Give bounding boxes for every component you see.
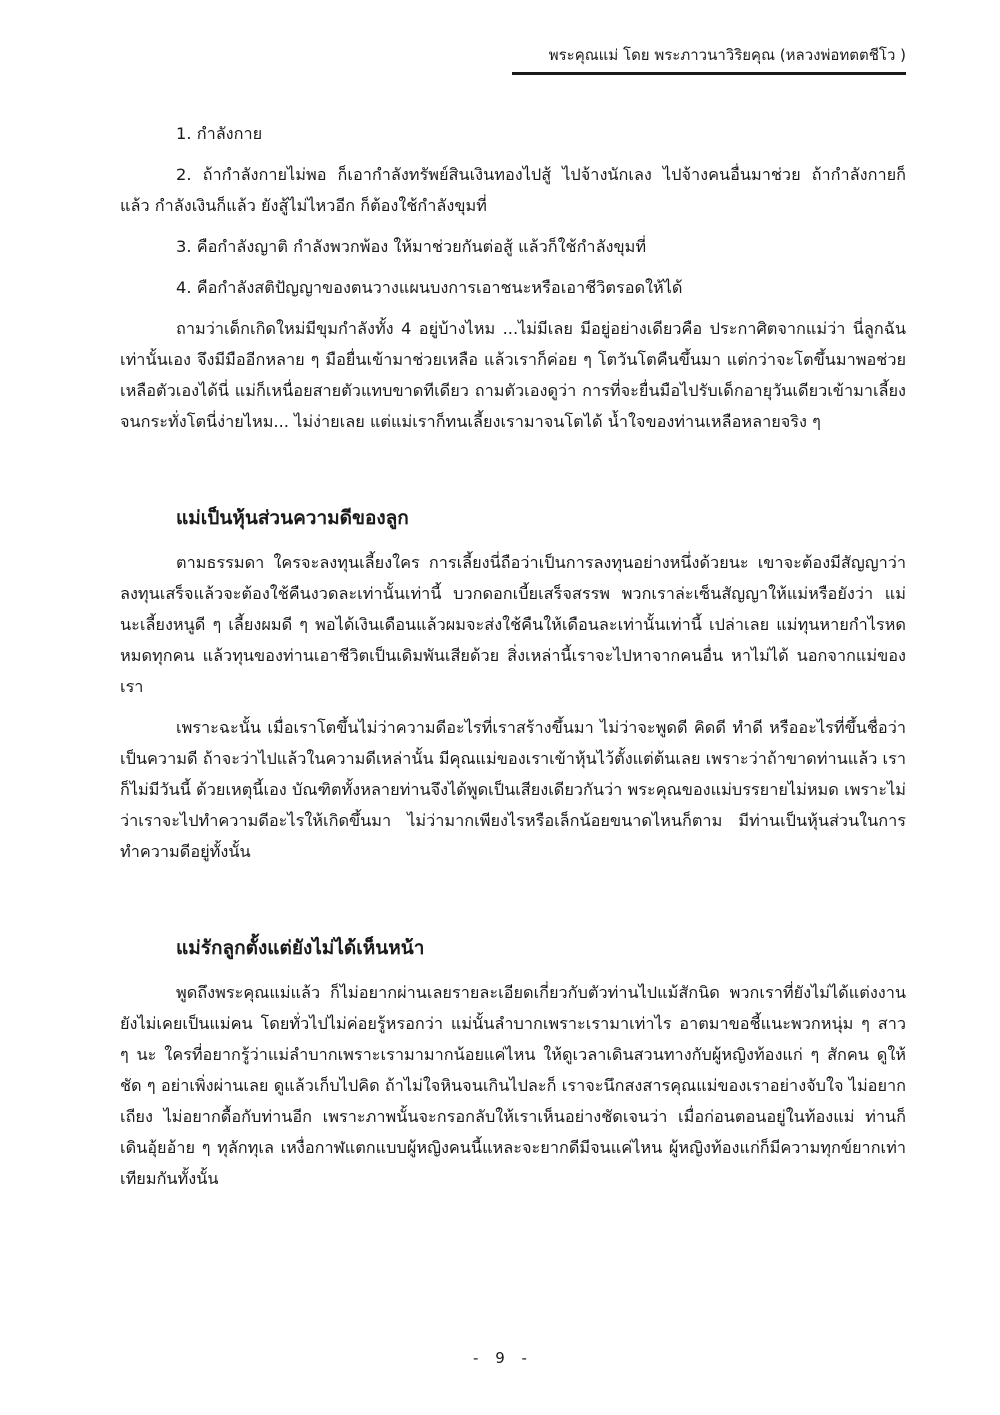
section-paragraph: ตามธรรมดา ใครจะลงทุนเลี้ยงใคร การเลี้ยงนี่ถือว่าเป็นการลงทุนอย่างหนึ่งด้วยนะ เขาจะต้องมีสัญญาว่า ลงทุนเสร็จแล้วจะต้องใช้คืนงวดละเท่านั้นเท่านี้ บวกดอกเบี้ยเสร็จสรรพ พวกเราล่ะเซ็นสัญญาให้แม่หรือยังว่า แม่นะเลี้ยงหนูดี ๆ เลี้ยงผมดี ๆ พอได้เงินเดือนแล้วผมจะส่งใช้คืนให้เดือนละเท่านั้นเท่านี้ เปล่าเลย แม่ทุนหายกำไรหดหมดทุกคน แล้วทุนของท่านเอาชีวิตเป็นเดิมพันเสียด้วย สิ่งเหล่านี้เราจะไปหาจากคนอื่น หาไม่ได้ นอกจากแม่ของเรา <box>120 553 906 696</box>
section-heading: แม่เป็นหุ้นส่วนความดีของลูก <box>176 507 409 529</box>
section-paragraph: พูดถึงพระคุณแม่แล้ว ก็ไม่อยากผ่านเลยรายละเอียดเกี่ยวกับตัวท่านไปแม้สักนิด พวกเราที่ยังไม่ได้แต่งงาน ยังไม่เคยเป็นแม่คน โดยทั่วไปไม่ค่อยรู้หรอกว่า แม่นั้นลำบากเพราะเรามาเท่าไร อาตมาขอชี้แนะพวกหนุ่ม ๆ สาว ๆ นะ ใครที่อยากรู้ว่าแม่ลำบากเพราะเรามามากน้อยแค่ไหน ให้ดูเวลาเดินสวนทางกับผู้หญิงท้องแก่ ๆ สักคน ดูให้ชัด ๆ อย่าเพิ่งผ่านเลย ดูแล้วเก็บไปคิด ถ้าไม่ใจหินจนเกินไปละก็ เราจะนึกสงสารคุณแม่ของเราอย่างจับใจ ไม่อยากเถียง ไม่อยากดื้อกับท่านอีก เพราะภาพนั้นจะกรอกลับให้เราเห็นอย่างชัดเจนว่า เมื่อก่อนตอนอยู่ในท้องแม่ ท่านก็เดินอุ้ยอ้าย ๆ ทุลักทุเล เหงื่อกาฬแตกแบบผู้หญิงคนนี้แหละจะยากดีมีจนแค่ไหน ผู้หญิงท้องแก่ก็มีความทุกข์ยากเท่าเทียมกันทั้งนั้น <box>120 983 906 1188</box>
page-body <box>120 118 906 1194</box>
section-heading: แม่รักลูกตั้งแต่ยังไม่ได้เห็นหน้า <box>176 937 425 959</box>
list-item: 3. คือกำลังญาติ กำลังพวกพ้อง ให้มาช่วยกันต่อสู้ แล้วก็ใช้กำลังขุมที่ <box>176 237 647 256</box>
list-item: 4. คือกำลังสติปัญญาของตนวางแผนบงการเอาชนะหรือเอาชีวิตรอดให้ได้ <box>176 278 683 297</box>
page-number: - 9 - <box>473 1349 527 1367</box>
running-header: พระคุณแม่ โดย พระภาวนาวิริยคุณ (หลวงพ่อทตตชีโว ) <box>512 44 906 75</box>
section-paragraph: เพราะฉะนั้น เมื่อเราโตขึ้นไม่ว่าความดีอะไรที่เราสร้างขึ้นมา ไม่ว่าจะพูดดี คิดดี ทำดี หรืออะไรที่ขึ้นชื่อว่าเป็นความดี ถ้าจะว่าไปแล้วในความดีเหล่านั้น มีคุณแม่ของเราเข้าหุ้นไว้ตั้งแต่ต้นเลย เพราะว่าถ้าขาดท่านแล้ว เราก็ไม่มีวันนี้ ด้วยเหตุนี้เอง บัณฑิตทั้งหลายท่านจึงได้พูดเป็นเสียงเดียวกันว่า พระคุณของแม่บรรยายไม่หมด เพราะไม่ว่าเราจะไปทำความดีอะไรให้เกิดขึ้นมา ไม่ว่ามากเพียงไรหรือเล็กน้อยขนาดไหนก็ตาม มีท่านเป็นหุ้นส่วนในการทำความดีอยู่ทั้งนั้น <box>120 718 906 861</box>
intro-paragraph: ถามว่าเด็กเกิดใหม่มีขุมกำลังทั้ง 4 อยู่บ้างไหม ...ไม่มีเลย มีอยู่อย่างเดียวคือ ประกาศิตจากแม่ว่า นี่ลูกฉัน เท่านั้นเอง จึงมีมืออีกหลาย ๆ มือยื่นเข้ามาช่วยเหลือ แล้วเราก็ค่อย ๆ โตวันโตคืนขึ้นมา แต่กว่าจะโตขึ้นมาพอช่วยเหลือตัวเองได้นี่ แม่ก็เหนื่อยสายตัวแทบขาดทีเดียว ถามตัวเองดูว่า การที่จะยื่นมือไปรับเด็กอายุวันเดียวเข้ามาเลี้ยงจนกระทั่งโตนี่ง่ายไหม... ไม่ง่ายเลย แต่แม่เราก็ทนเลี้ยงเรามาจนโตได้ น้ำใจของท่านเหลือหลายจริง ๆ <box>120 319 906 431</box>
list-item: 1. กำลังกาย <box>176 124 263 143</box>
list-item: 2. ถ้ากำลังกายไม่พอ ก็เอากำลังทรัพย์สินเงินทองไปสู้ ไปจ้างนักเลง ไปจ้างคนอื่นมาช่วย ถ้ากำลังกายก็แล้ว กำลังเงินก็แล้ว ยังสู้ไม่ไหวอีก ก็ต้องใช้กำลังขุมที่ <box>120 165 906 215</box>
